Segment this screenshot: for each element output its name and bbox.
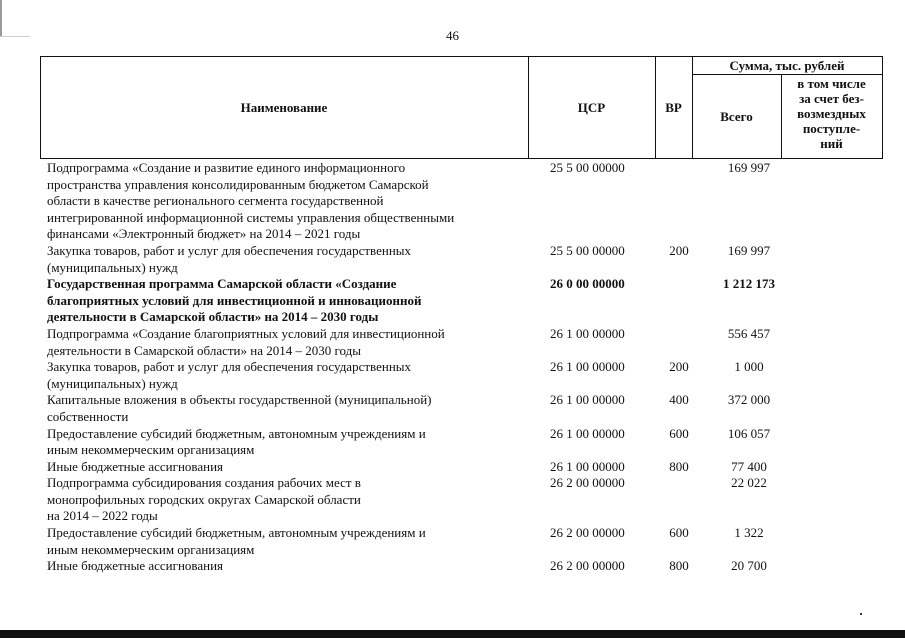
table-row: [47, 326, 887, 359]
row-csr: 25 5 00 00000: [550, 160, 625, 175]
table-header: [40, 56, 883, 159]
row-csr: 26 1 00 00000: [550, 359, 625, 375]
header-sum-group: Сумма, тыс. рублей: [729, 57, 845, 73]
name-line: собственности: [47, 408, 129, 424]
header-name: Наименование: [240, 100, 328, 115]
row-free-receipts: [793, 475, 887, 525]
name-line: монопрофильных городских округах Самарской области: [47, 491, 361, 507]
row-total: 169 997: [727, 242, 771, 258]
row-vr: [653, 326, 705, 359]
name-line: Капитальные вложения в объекты государственной (муниципальной): [47, 392, 432, 408]
table-row-program: [47, 276, 887, 326]
table-row: [47, 243, 887, 276]
header-free-line: за счет без-: [799, 91, 864, 106]
name-line: (муниципальных) нужд: [47, 375, 178, 391]
name-line: Государственная программа Самарской области «Создание: [47, 276, 397, 292]
row-name: [47, 558, 547, 575]
row-total: 1 000: [734, 359, 764, 375]
row-vr: 200: [669, 242, 689, 258]
row-csr: 26 2 00 00000: [550, 525, 625, 541]
row-free-receipts: [793, 525, 887, 558]
row-csr: 26 1 00 00000: [550, 425, 625, 441]
row-free-receipts: [793, 392, 887, 425]
row-csr: 26 1 00 00000: [550, 458, 625, 474]
name-line: деятельности в Самарской области» на 2014 – 2030 годы: [47, 309, 379, 325]
name-line: на 2014 – 2022 годы: [47, 508, 158, 524]
row-name: [47, 276, 547, 326]
row-total: 556 457: [727, 325, 771, 341]
name-line: благоприятных условий для инвестиционной и инновационной: [47, 292, 422, 308]
table-row: [47, 426, 887, 459]
name-line: Подпрограмма субсидирования создания рабочих мест в: [47, 475, 361, 491]
row-total: 1 322: [734, 525, 764, 541]
row-name: [47, 359, 547, 392]
row-free-receipts: [793, 243, 887, 276]
row-free-receipts: [793, 276, 887, 326]
row-name: [47, 326, 547, 359]
row-vr: 800: [669, 458, 689, 474]
table-row: [47, 558, 887, 575]
name-line: Предоставление субсидий бюджетным, автономным учреждениям и: [47, 525, 426, 541]
row-free-receipts: [793, 326, 887, 359]
name-line: Закупка товаров, работ и услуг для обеспечения государственных: [47, 359, 412, 375]
row-vr: 600: [669, 425, 689, 441]
name-line: иным некоммерческим организациям: [47, 442, 255, 458]
name-line: пространства управления консолидированным бюджетом Самарской: [47, 176, 429, 192]
row-vr: [653, 475, 705, 525]
table-row: [47, 475, 887, 525]
row-csr: 26 2 00 00000: [550, 475, 625, 491]
header-vr: ВР: [665, 100, 682, 115]
header-csr: ЦСР: [577, 100, 606, 115]
row-csr: 26 1 00 00000: [550, 392, 625, 408]
row-vr: [653, 160, 705, 243]
name-line: Иные бюджетные ассигнования: [47, 458, 224, 474]
scan-speck: [860, 613, 862, 615]
header-free-receipts: [781, 76, 882, 151]
row-free-receipts: [793, 160, 887, 243]
name-line: деятельности в Самарской области» на 2014 – 2030 годы: [47, 342, 361, 358]
row-csr: 26 0 00 00000: [550, 276, 625, 292]
name-line: иным некоммерческим организациям: [47, 541, 255, 557]
row-free-receipts: [793, 426, 887, 459]
name-line: Предоставление субсидий бюджетным, автономным учреждениям и: [47, 425, 426, 441]
header-total: Всего: [720, 109, 753, 124]
row-vr: [653, 276, 705, 326]
table-row: [47, 459, 887, 476]
row-total: 22 022: [731, 475, 767, 491]
row-name: [47, 525, 547, 558]
row-name: [47, 475, 547, 525]
row-name: [47, 160, 547, 243]
name-line: Подпрограмма «Создание и развитие единого информационного: [47, 160, 406, 175]
table-row: [47, 392, 887, 425]
table-body: [47, 160, 887, 575]
row-name: [47, 243, 547, 276]
scan-bottom-edge: [0, 630, 905, 638]
row-csr: 25 5 00 00000: [550, 242, 625, 258]
row-total: 169 997: [727, 160, 771, 175]
row-vr: 200: [669, 359, 689, 375]
row-name: [47, 392, 547, 425]
name-line: Закупка товаров, работ и услуг для обеспечения государственных: [47, 242, 412, 258]
header-free-line: ний: [820, 136, 843, 151]
row-vr: 400: [669, 392, 689, 408]
row-csr: 26 1 00 00000: [550, 325, 625, 341]
name-line: Подпрограмма «Создание благоприятных условий для инвестиционной: [47, 325, 445, 341]
table-row: [47, 359, 887, 392]
name-line: финансами «Электронный бюджет» на 2014 – 2021 годы: [47, 226, 361, 242]
row-total: 77 400: [731, 458, 767, 474]
header-free-line: в том числе: [797, 76, 866, 91]
table-row: [47, 525, 887, 558]
page-number: 46: [446, 28, 459, 43]
name-line: интегрированной информационной системы управления общественными: [47, 209, 455, 225]
row-csr: 26 2 00 00000: [550, 558, 625, 574]
row-name: [47, 426, 547, 459]
row-total: 1 212 173: [723, 276, 775, 292]
header-free-line: возмездных: [797, 106, 866, 121]
row-total: 106 057: [727, 425, 771, 441]
row-total: 372 000: [727, 392, 771, 408]
table-row: [47, 160, 887, 243]
row-free-receipts: [793, 359, 887, 392]
row-total: 20 700: [731, 558, 767, 574]
name-line: (муниципальных) нужд: [47, 259, 178, 275]
row-name: [47, 459, 547, 476]
name-line: области в качестве регионального сегмента государственной: [47, 193, 384, 209]
name-line: Иные бюджетные ассигнования: [47, 558, 224, 574]
row-free-receipts: [793, 558, 887, 575]
header-right-border: [882, 56, 883, 159]
header-free-line: поступле-: [802, 121, 861, 136]
row-free-receipts: [793, 459, 887, 476]
row-vr: 600: [669, 525, 689, 541]
row-vr: 800: [669, 558, 689, 574]
